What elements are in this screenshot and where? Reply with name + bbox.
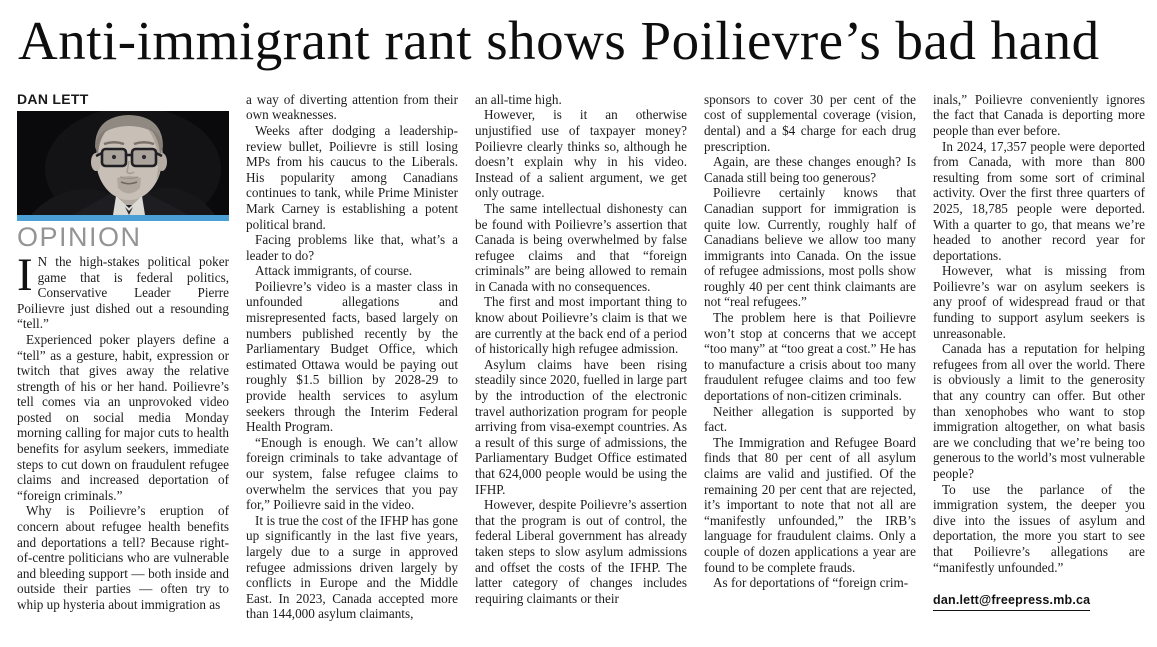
article-paragraph: However, despite Poilievre’s assertion that the program is out of control, the federal Liberal government has already taken steps to slow asylum admissions and offset the costs of the IFHP. The latter category of changes includes requiring claimants or their — [475, 497, 687, 606]
author-email: dan.lett@freepress.mb.ca — [933, 593, 1090, 611]
article-paragraph: an all-time high. — [475, 91, 562, 107]
article-headline: Anti-immigrant rant shows Poilievre’s bad hand — [18, 10, 1100, 71]
photo-accent-bar — [17, 215, 229, 221]
column-3 — [475, 92, 687, 622]
author-photo — [17, 111, 229, 215]
opinion-label: OPINION — [17, 222, 142, 253]
article-paragraph: a way of diverting attention from their own weaknesses. — [246, 91, 458, 123]
article-paragraph: I N the high-stakes political poker game that is federal politics, Conservative Leader Pierre Poilievre just dished out a resounding “tell.” — [17, 248, 229, 332]
column-1-text — [17, 248, 229, 613]
article-paragraph: Experienced poker players define a “tell” as a gesture, habit, expression or twitch that gives away the relative strength of his or her hand. Poilievre’s tell comes via an unprovoked video posted on social media Monday morning calling for major cuts to health benefits for asylum seekers, immediate steps to cut down on fraudulent refugee claims and increased deportation of “foreign criminals.” — [17, 331, 229, 503]
article-paragraph: It is true the cost of the IFHP has gone up significantly in the last five years, largely due to a surge in approved refugee admissions driven largely by conflicts in Europe and the Middle East. In 2023, Canada accepted more than 144,000 asylum claimants, — [246, 512, 458, 622]
article-paragraph: However, is it an otherwise unjustified use of taxpayer money? Poilievre clearly thinks so, although he doesn’t explain why in his video. Instead of a salient argument, we get only outrage. — [475, 107, 687, 201]
article-paragraph: Why is Poilievre’s eruption of concern about refugee health benefits and deportations a tell? Because right-of-centre politicians who are vulnerable and bleeding support — both inside and outside their parties — often try to whip up hysteria about immigration as — [17, 503, 229, 612]
article-paragraph: Canada has a reputation for helping refugees from all over the world. There is obviously a limit to the generosity that any country can offer. But other than xenophobes who want to stop immigration altogether, on what basis are we concluding that we’re being too generous to the world’s most vulnerable people? — [933, 341, 1145, 481]
article-paragraph: The first and most important thing to know about Poilievre’s claim is that we are currently at the back end of a period of historically high refugee admission. — [475, 294, 687, 357]
article-paragraph: Asylum claims have been rising steadily since 2020, fuelled in large part by the introduction of the electronic travel authorization program for people arriving from visa-exempt countries. As a result of this surge of admissions, the Parliamentary Budget Office estimated that 624,000 people would be using the IFHP. — [475, 356, 687, 497]
article-paragraph: “Enough is enough. We can’t allow foreign criminals to take advantage of our system, false refugee claims to overwhelm the services that you pay for,” Poilievre said in the video. — [246, 434, 458, 513]
article-paragraph: The Immigration and Refugee Board finds that 80 per cent of all asylum claims are valid and justified. Of the remaining 20 per cent that are rejected, it’s important to note that not all are “manifestly unfounded,” the IRB’s language for fraudulent claims. Only a couple of dozen applications a year are found to be complete frauds. — [704, 434, 916, 575]
article-paragraph: inals,” Poilievre conveniently ignores the fact that Canada is deporting more people than ever before. — [933, 91, 1145, 138]
portrait-illustration — [17, 111, 229, 215]
article-paragraph: In 2024, 17,357 people were deported from Canada, with more than 800 resulting from some sort of criminal activity. Over the first three quarters of 2025, 18,785 people were deported. With a quarter to go, that means we’re headed to another record year for deportations. — [933, 138, 1145, 263]
byline: DAN LETT — [17, 90, 89, 107]
column-5-text — [933, 92, 1145, 575]
column-2 — [246, 92, 458, 622]
drop-cap: I — [17, 248, 33, 301]
article-paragraph: Poilievre’s video is a master class in unfounded allegations and misrepresented facts, based largely on numbers published recently by the Parliamentary Budget Office, which estimated Ottawa would be paying out roughly $1.5 billion by 2028-29 to provide health services to asylum seekers through the Interim Federal Health Program. — [246, 278, 458, 435]
article-paragraph: Again, are these changes enough? Is Canada still being too generous? — [704, 154, 916, 185]
article-paragraph: Poilievre certainly knows that Canadian support for immigration is quite low. Currently, roughly half of Canadians believe we allow too many immigrants into Canada. On the issue of refugee admissions, most polls show roughly 40 per cent think claimants are not “real refugees.” — [704, 185, 916, 310]
article-paragraph: Neither allegation is supported by fact. — [704, 403, 916, 435]
article-paragraph: The same intellectual dishonesty can be found with Poilievre’s assertion that Canada is being overwhelmed by false refugee claims and that “foreign criminals” are being allowed to remain in Canada with no consequences. — [475, 200, 687, 294]
column-3-text — [475, 92, 687, 607]
article-paragraph: Facing problems like that, what’s a leader to do? — [246, 232, 458, 263]
article-paragraph: To use the parlance of the immigration system, the deeper you dive into the issues of asylum and deportation, the more you start to see that Poilievre’s allegations are “manifestly unfounded.” — [933, 481, 1145, 575]
column-1 — [17, 92, 229, 622]
column-2-text — [246, 92, 458, 622]
column-4-text — [704, 92, 916, 591]
article-paragraph: Weeks after dodging a leadership-review bullet, Poilievre is still losing MPs from his caucus to the Liberals. His popularity among Canadians continues to tank, while Prime Minister Mark Carney is establishing a potent political brand. — [246, 122, 458, 232]
article-paragraph: As for deportations of “foreign crim- — [713, 575, 909, 591]
column-4 — [704, 92, 916, 622]
article-columns — [0, 70, 1157, 622]
article-paragraph: sponsors to cover 30 per cent of the cost of supplemental coverage (vision, dental) and a $4 charge for each drug prescription. — [704, 91, 916, 154]
column-5 — [933, 92, 1145, 622]
article-paragraph: However, what is missing from Poilievre’s war on asylum seekers is any proof of widespread fraud or that funding to support asylum seekers is unreasonable. — [933, 263, 1145, 341]
article-paragraph: The problem here is that Poilievre won’t stop at concerns that we accept “too many” at “too great a cost.” He has to manufacture a crisis about too many fraudulent refugee claims and too few deportations of non-citizen criminals. — [704, 310, 917, 404]
article-paragraph: Attack immigrants, of course. — [255, 263, 413, 279]
